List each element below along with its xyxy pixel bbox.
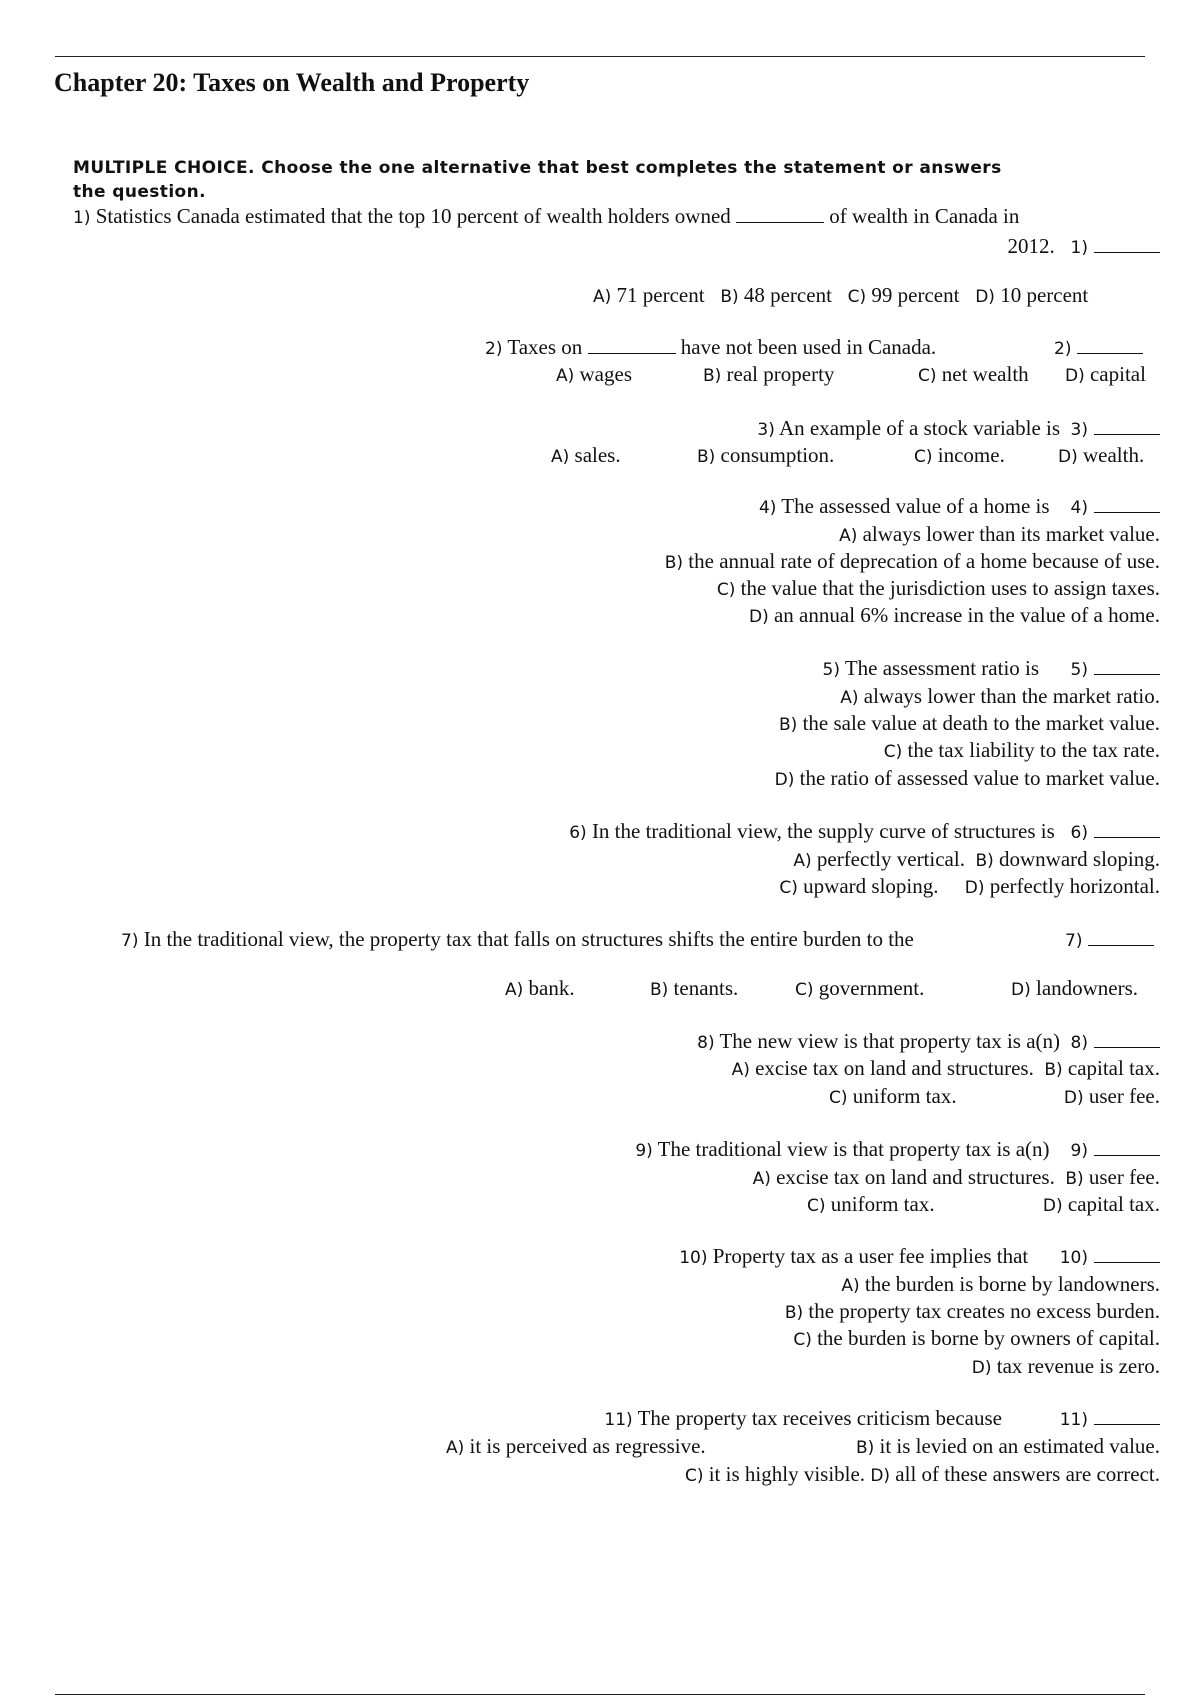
option-a[interactable]: A) perfectly vertical. xyxy=(793,847,965,871)
question-2-option-c[interactable]: C) net wealth xyxy=(918,362,1029,386)
question-5-option-a[interactable]: A) always lower than the market ratio. xyxy=(840,684,1160,708)
fill-in-blank xyxy=(736,221,824,223)
answer-number: 8) xyxy=(1070,1033,1088,1053)
fill-in-blank xyxy=(588,352,676,354)
question-text: An example of a stock variable is xyxy=(778,416,1061,440)
question-6-stem xyxy=(569,821,1160,842)
option-b[interactable]: B) 48 percent xyxy=(720,283,832,307)
instructions-line-2: the question. xyxy=(73,182,206,202)
option-d[interactable]: D) 10 percent xyxy=(975,283,1089,307)
answer-blank[interactable] xyxy=(1094,673,1160,675)
question-10-option-a[interactable]: A) the burden is borne by landowners. xyxy=(841,1272,1160,1296)
question-2-option-d[interactable]: D) capital xyxy=(1065,362,1146,386)
question-5-option-d[interactable]: D) the ratio of assessed value to market value. xyxy=(774,766,1160,790)
question-text: The new view is that property tax is a(n) xyxy=(719,1029,1061,1053)
question-text: In the traditional view, the property tax that falls on structures shifts the entire burden to the xyxy=(143,927,914,951)
question-9-stem xyxy=(635,1139,1160,1160)
question-number: 2) xyxy=(485,339,503,359)
question-text: In the traditional view, the supply curve of structures is xyxy=(591,819,1055,843)
answer-blank[interactable] xyxy=(1094,1261,1160,1263)
answer-number: 3) xyxy=(1070,420,1088,440)
question-10-stem xyxy=(679,1246,1160,1267)
question-number: 5) xyxy=(822,660,840,680)
question-text: The assessed value of a home is xyxy=(781,494,1050,518)
answer-number: 10) xyxy=(1059,1248,1088,1268)
bottom-rule xyxy=(55,1694,1145,1695)
question-2-option-a[interactable]: A) wages xyxy=(556,362,632,386)
answer-blank[interactable] xyxy=(1094,1046,1160,1048)
question-8-stem xyxy=(697,1031,1160,1052)
question-2-stem xyxy=(485,337,936,358)
question-number: 6) xyxy=(569,823,587,843)
answer-blank[interactable] xyxy=(1094,251,1160,253)
question-3-stem xyxy=(757,418,1160,439)
option-c[interactable]: C) 99 percent xyxy=(847,283,960,307)
question-3-option-a[interactable]: A) sales. xyxy=(551,443,621,467)
question-7-option-c[interactable]: C) government. xyxy=(795,976,925,1000)
question-7-option-d[interactable]: D) landowners. xyxy=(1011,976,1139,1000)
question-10-option-b[interactable]: B) the property tax creates no excess burden. xyxy=(784,1299,1160,1323)
question-8-option-c[interactable]: C) uniform tax. xyxy=(829,1084,957,1108)
option-b[interactable]: B) user fee. xyxy=(1065,1165,1160,1189)
answer-number: 4) xyxy=(1070,498,1088,518)
question-number: 7) xyxy=(121,931,139,951)
question-10-option-c[interactable]: C) the burden is borne by owners of capital. xyxy=(793,1326,1160,1350)
option-d[interactable]: D) perfectly horizontal. xyxy=(964,874,1160,898)
answer-blank[interactable] xyxy=(1094,1423,1160,1425)
question-7-option-a[interactable]: A) bank. xyxy=(505,976,575,1000)
question-7-option-b[interactable]: B) tenants. xyxy=(650,976,739,1000)
question-9-options-row-1 xyxy=(753,1167,1160,1188)
question-text: The property tax receives criticism because xyxy=(637,1406,1002,1430)
question-9-option-d[interactable]: D) capital tax. xyxy=(1042,1192,1160,1216)
question-4-stem xyxy=(759,496,1160,517)
question-6-options-row-2 xyxy=(779,876,1160,897)
question-1-stem xyxy=(73,206,1019,227)
answer-number: 6) xyxy=(1070,823,1088,843)
top-rule xyxy=(55,56,1145,57)
question-4-option-a[interactable]: A) always lower than its market value. xyxy=(839,522,1160,546)
question-text-continued: have not been used in Canada. xyxy=(680,335,937,359)
answer-blank[interactable] xyxy=(1094,1154,1160,1156)
question-4-option-d[interactable]: D) an annual 6% increase in the value of a home. xyxy=(749,603,1160,627)
question-5-option-b[interactable]: B) the sale value at death to the market value. xyxy=(779,711,1160,735)
question-10-option-d[interactable]: D) tax revenue is zero. xyxy=(971,1354,1160,1378)
page-title: Chapter 20: Taxes on Wealth and Property xyxy=(54,68,530,97)
question-9-option-c[interactable]: C) uniform tax. xyxy=(807,1192,935,1216)
question-11-option-b[interactable]: B) it is levied on an estimated value. xyxy=(855,1434,1160,1458)
question-text: Statistics Canada estimated that the top 10 percent of wealth holders owned xyxy=(95,204,731,228)
question-2-answer-line xyxy=(1054,337,1143,358)
answer-blank[interactable] xyxy=(1094,433,1160,435)
question-1-options xyxy=(593,285,1088,306)
question-number: 3) xyxy=(757,420,775,440)
question-number: 4) xyxy=(758,498,777,518)
option-c[interactable]: C) it is highly visible. xyxy=(684,1462,866,1486)
question-7-answer-line xyxy=(1065,929,1154,950)
option-a[interactable]: A) excise tax on land and structures. xyxy=(752,1165,1055,1189)
question-3-option-d[interactable]: D) wealth. xyxy=(1058,443,1145,467)
option-b[interactable]: B) capital tax. xyxy=(1044,1056,1160,1080)
answer-number: 9) xyxy=(1070,1141,1088,1161)
answer-blank[interactable] xyxy=(1094,836,1160,838)
question-3-option-c[interactable]: C) income. xyxy=(914,443,1005,467)
option-a[interactable]: A) 71 percent xyxy=(593,283,705,307)
question-4-option-b[interactable]: B) the annual rate of deprecation of a home because of use. xyxy=(664,549,1160,573)
question-11-option-a[interactable]: A) it is perceived as regressive. xyxy=(446,1434,706,1458)
answer-number: 5) xyxy=(1070,660,1088,680)
question-number: 1) xyxy=(73,208,91,228)
question-text: The traditional view is that property tax is a(n) xyxy=(657,1137,1050,1161)
question-5-option-c[interactable]: C) the tax liability to the tax rate. xyxy=(883,738,1160,762)
question-text: Taxes on xyxy=(507,335,583,359)
question-1-stem-cont xyxy=(1008,236,1160,257)
question-text-continued: of wealth in Canada in xyxy=(829,204,1020,228)
question-3-option-b[interactable]: B) consumption. xyxy=(697,443,835,467)
answer-blank[interactable] xyxy=(1077,352,1143,354)
question-text-continued: 2012. xyxy=(1007,234,1055,258)
option-c[interactable]: C) upward sloping. xyxy=(779,874,939,898)
question-5-stem xyxy=(823,658,1161,679)
question-4-option-c[interactable]: C) the value that the jurisdiction uses to assign taxes. xyxy=(716,576,1160,600)
instructions-line-1: MULTIPLE CHOICE. Choose the one alternative that best completes the statement or answers xyxy=(73,158,1002,178)
question-text: Property tax as a user fee implies that xyxy=(712,1244,1029,1268)
question-7-stem xyxy=(121,929,914,950)
question-11-options-row-2 xyxy=(685,1464,1160,1485)
question-number: 9) xyxy=(635,1141,653,1161)
question-number: 11) xyxy=(604,1410,633,1430)
answer-blank[interactable] xyxy=(1094,511,1160,513)
answer-number: 2) xyxy=(1054,339,1072,359)
question-11-stem xyxy=(604,1408,1160,1429)
option-d[interactable]: D) all of these answers are correct. xyxy=(870,1462,1160,1486)
answer-number: 1) xyxy=(1070,238,1088,258)
question-number: 8) xyxy=(697,1033,715,1053)
answer-number: 7) xyxy=(1065,931,1083,951)
question-6-options-row-1 xyxy=(793,849,1160,870)
answer-blank[interactable] xyxy=(1088,944,1154,946)
question-2-option-b[interactable]: B) real property xyxy=(703,362,835,386)
question-text: The assessment ratio is xyxy=(844,656,1040,680)
option-b[interactable]: B) downward sloping. xyxy=(975,847,1160,871)
option-a[interactable]: A) excise tax on land and structures. xyxy=(731,1056,1034,1080)
question-number: 10) xyxy=(679,1248,708,1268)
answer-number: 11) xyxy=(1059,1410,1088,1430)
question-8-options-row-1 xyxy=(732,1058,1160,1079)
question-8-option-d[interactable]: D) user fee. xyxy=(1063,1084,1160,1108)
